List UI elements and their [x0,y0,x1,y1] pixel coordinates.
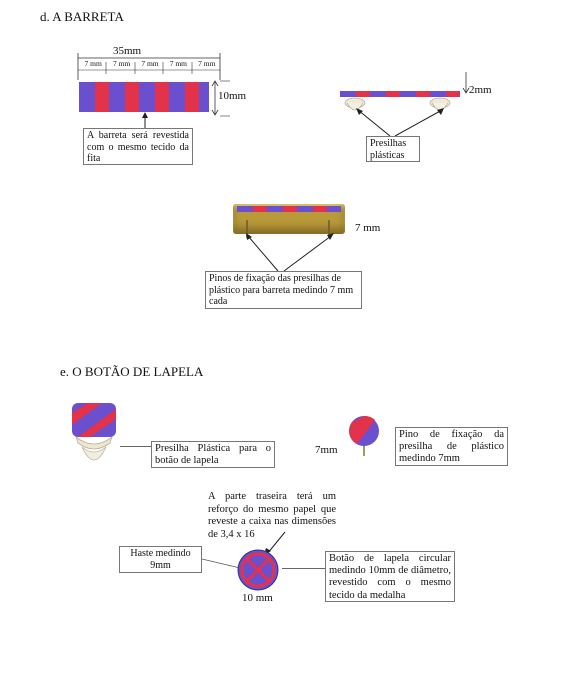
fabric-note: A barreta será revestida com o mesmo tecido da fita [83,128,193,165]
clip-height-label: 2mm [469,84,492,96]
lapel-clip-note: Presilha Plástica para o botão de lapela [151,441,275,468]
pins-note: Pinos de fixação das presilhas de plástico para barreta medindo 7 mm cada [205,271,362,309]
clips-arrows [350,108,450,138]
section-d-title: d. A BARRETA [40,9,124,24]
lapel-button-note: Botão de lapela circular medindo 10mm de diâmetro, revestido com o mesmo tecido da medalha [325,551,455,602]
back-reinforcement-note: A parte traseira terá um reforço do mesmo papel que reveste a caixa nas dimensões de 3,4 x 16 [208,491,336,540]
lapel-pin-image [345,414,385,458]
segment-label: 7 mm [112,59,131,68]
pin-length-label: 7 mm [355,222,381,234]
segment-label: 7 mm [141,59,159,68]
round-lapel-button-image [236,548,280,592]
button-note-leader [282,568,326,569]
pins-arrows [236,232,346,272]
diameter-label: 10 mm [242,592,273,604]
ribbon-height-label: 10mm [218,90,247,102]
clips-note: Presilhas plásticas [366,136,420,162]
pin-size-label: 7mm [315,444,338,456]
segment-label: 7 mm [198,59,216,68]
stem-note: Haste medindo 9mm [119,546,202,573]
lapel-button-clip-image [68,403,120,473]
segment-label: 7 mm [84,59,102,68]
ribbon-bar-front [79,82,209,112]
segment-label: 7 mm [169,59,188,68]
ribbon-width-label: 35mm [113,45,142,57]
lapel-pin-note: Pino de fixação da presilha de plástico medindo 7mm [395,427,508,466]
section-e-title: e. O BOTÃO DE LAPELA [60,364,204,379]
segment-labels [79,59,221,68]
clip-note-leader [120,446,152,447]
